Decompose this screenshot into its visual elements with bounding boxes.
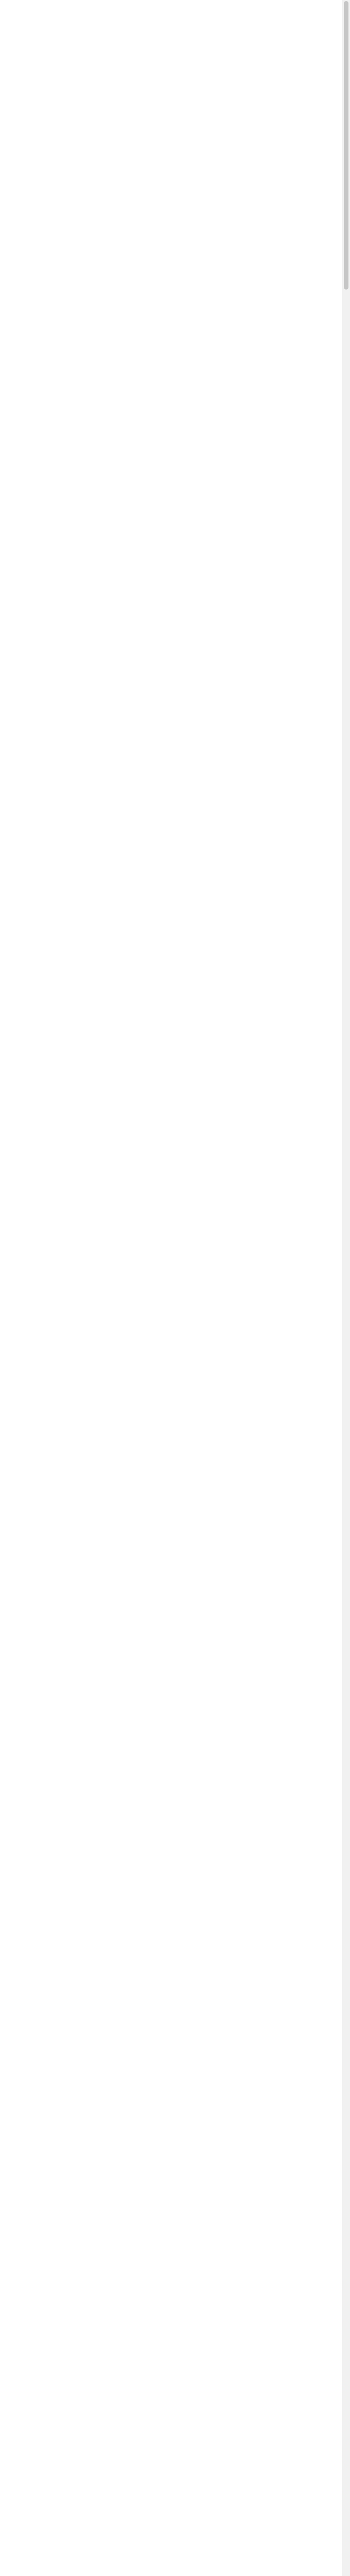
paragraph (14, 1833, 330, 1856)
paragraph (14, 327, 330, 349)
paragraph (14, 187, 330, 209)
paragraph (14, 1483, 330, 1505)
paragraph (14, 1308, 330, 1330)
paragraph (14, 116, 330, 139)
paragraph (14, 1938, 330, 1961)
paragraph (14, 257, 330, 279)
paragraph (14, 2043, 330, 2066)
paragraph (14, 151, 330, 174)
paragraph (14, 677, 330, 700)
paragraph (14, 1728, 330, 1751)
paragraph (14, 292, 330, 314)
paragraph (14, 2078, 330, 2101)
paragraph (14, 1202, 330, 1225)
paragraph (14, 1378, 330, 1400)
paragraph-list (14, 11, 330, 2101)
paragraph (14, 957, 330, 980)
paragraph (14, 1973, 330, 1996)
paragraph (14, 782, 330, 805)
paragraph (14, 1903, 330, 1926)
paragraph (14, 1097, 330, 1120)
paragraph (14, 1798, 330, 1821)
paragraph (14, 1167, 330, 1190)
paragraph (14, 747, 330, 770)
paragraph (14, 1518, 330, 1540)
paragraph (14, 1062, 330, 1085)
paragraph (14, 1763, 330, 1786)
paragraph (14, 1413, 330, 1435)
paragraph (14, 712, 330, 735)
paragraph (14, 1658, 330, 1681)
paragraph (14, 1132, 330, 1155)
paragraph (14, 992, 330, 1015)
paragraph (14, 11, 330, 34)
paragraph (14, 1868, 330, 1891)
paragraph (14, 432, 330, 454)
paragraph (14, 1693, 330, 1716)
paragraph (14, 572, 330, 595)
paragraph (14, 887, 330, 910)
paragraph (14, 1027, 330, 1050)
paragraph (14, 397, 330, 419)
paragraph (14, 817, 330, 840)
paragraph (14, 467, 330, 489)
paragraph (14, 1553, 330, 1575)
paragraph (14, 1623, 330, 1646)
paragraph (14, 362, 330, 384)
paragraph (14, 1238, 330, 1260)
paragraph (14, 222, 330, 244)
paragraph (14, 1448, 330, 1470)
paragraph (14, 1343, 330, 1365)
paragraph (14, 642, 330, 665)
paragraph (14, 81, 330, 104)
paragraph (14, 922, 330, 945)
paragraph (14, 502, 330, 524)
paragraph (14, 537, 330, 560)
paragraph (14, 2008, 330, 2031)
paragraph (14, 1273, 330, 1295)
paragraph (14, 607, 330, 630)
vertical-scrollbar[interactable] (342, 0, 350, 2576)
paragraph (14, 46, 330, 69)
paragraph (14, 1588, 330, 1611)
scrollbar-thumb[interactable] (344, 1, 348, 290)
paragraph (14, 852, 330, 875)
